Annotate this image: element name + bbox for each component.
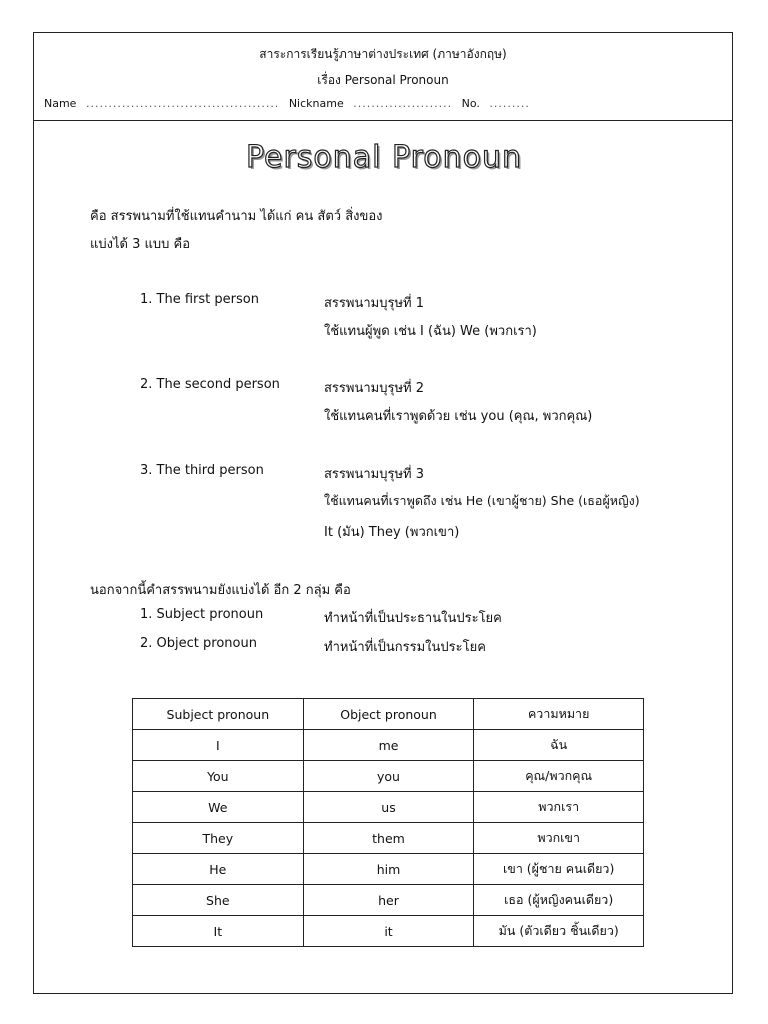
subject-pronoun-desc: ทำหน้าที่เป็นประธานในประโยค <box>324 611 502 626</box>
object-cell: me <box>303 730 474 761</box>
meaning-cell: ฉัน <box>474 730 644 761</box>
table-row <box>133 823 644 854</box>
meaning-cell: มัน (ตัวเดียว ชิ้นเดียว) <box>474 916 644 947</box>
table-row <box>133 730 644 761</box>
first-person-desc-1: สรรพนามบุรุษที่ 1 <box>324 296 425 311</box>
meaning-cell: พวกเขา <box>474 823 644 854</box>
meaning-cell: พวกเรา <box>474 792 644 823</box>
student-info-line <box>44 97 536 110</box>
subject-cell: It <box>133 916 304 947</box>
topic-heading: เรื่อง Personal Pronoun <box>317 73 449 87</box>
subject-cell: They <box>133 823 304 854</box>
header-object-pronoun: Object pronoun <box>303 699 474 730</box>
pronoun-table <box>132 698 644 947</box>
table-row <box>133 854 644 885</box>
object-cell: us <box>303 792 474 823</box>
nickname-label: Nickname <box>288 97 344 110</box>
table-header-row <box>133 699 644 730</box>
groups-intro: นอกจากนี้คำสรรพนามยังแบ่งได้ อีก 2 กลุ่ม คือ <box>90 583 351 598</box>
second-person-label: 2. The second person <box>140 377 280 392</box>
meaning-cell: เขา (ผู้ชาย คนเดียว) <box>474 854 644 885</box>
subject-cell: He <box>133 854 304 885</box>
subject-cell: We <box>133 792 304 823</box>
header-meaning: ความหมาย <box>474 699 644 730</box>
first-person-desc-2: ใช้แทนผู้พูด เช่น I (ฉัน) We (พวกเรา) <box>324 324 537 339</box>
table-row <box>133 885 644 916</box>
object-cell: them <box>303 823 474 854</box>
number-label: No. <box>461 97 480 110</box>
second-person-desc-2: ใช้แทนคนที่เราพูดด้วย เช่น you (คุณ, พวกคุณ) <box>324 409 593 424</box>
second-person-desc-1: สรรพนามบุรุษที่ 2 <box>324 381 425 396</box>
third-person-desc-2: ใช้แทนคนที่เราพูดถึง เช่น He (เขาผู้ชาย) She (เธอผู้หญิง) <box>324 493 640 508</box>
first-person-label: 1. The first person <box>140 292 259 307</box>
number-blank[interactable]: ......... <box>489 97 530 110</box>
header-subject-pronoun: Subject pronoun <box>133 699 304 730</box>
subject-cell: I <box>133 730 304 761</box>
subject-heading: สาระการเรียนรู้ภาษาต่างประเทศ (ภาษาอังกฤษ) <box>259 47 507 61</box>
page-title: Personal Pronoun <box>245 140 523 175</box>
name-blank[interactable]: ........................................... <box>85 97 280 110</box>
nickname-blank[interactable]: ...................... <box>353 97 453 110</box>
table-row <box>133 761 644 792</box>
object-cell: it <box>303 916 474 947</box>
object-cell: him <box>303 854 474 885</box>
table-row <box>133 916 644 947</box>
table-row <box>133 792 644 823</box>
subject-cell: She <box>133 885 304 916</box>
object-pronoun-desc: ทำหน้าที่เป็นกรรมในประโยค <box>324 640 486 655</box>
third-person-desc-3: It (มัน) They (พวกเขา) <box>324 525 460 540</box>
intro-line-1: คือ สรรพนามที่ใช้แทนคำนาม ได้แก่ คน สัตว์ สิ่งของ <box>90 209 383 224</box>
subject-pronoun-label: 1. Subject pronoun <box>140 607 264 622</box>
object-cell: you <box>303 761 474 792</box>
meaning-cell: คุณ/พวกคุณ <box>474 761 644 792</box>
third-person-desc-1: สรรพนามบุรุษที่ 3 <box>324 467 425 482</box>
object-cell: her <box>303 885 474 916</box>
worksheet-header <box>34 33 732 121</box>
subject-cell: You <box>133 761 304 792</box>
third-person-label: 3. The third person <box>140 463 264 478</box>
name-label: Name <box>44 97 77 110</box>
meaning-cell: เธอ (ผู้หญิงคนเดียว) <box>474 885 644 916</box>
object-pronoun-label: 2. Object pronoun <box>140 636 257 651</box>
intro-line-2: แบ่งได้ 3 แบบ คือ <box>90 237 191 252</box>
